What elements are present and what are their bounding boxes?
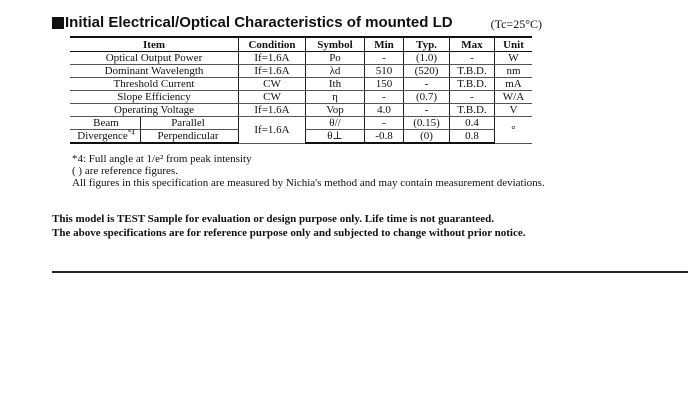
cell-symbol: η [306, 91, 365, 104]
cell-unit: mA [495, 78, 533, 91]
cell-symbol: θ// [306, 117, 365, 130]
cell-typ: - [404, 78, 450, 91]
cell-item: Slope Efficiency [70, 91, 239, 104]
perpendicular-label: Perpendicular [140, 130, 235, 142]
cell-max: T.B.D. [450, 65, 495, 78]
beam-item-cell [70, 130, 239, 144]
beam-unit: ° [495, 117, 533, 144]
cell-condition: If=1.6A [239, 65, 306, 78]
note-mark: *4 [127, 128, 135, 137]
cell-max: 0.4 [450, 117, 495, 130]
note-full-angle: *4: Full angle at 1/e² from peak intensity [72, 153, 252, 165]
cell-symbol: Po [306, 52, 365, 65]
table-row [70, 52, 532, 65]
characteristics-table [70, 36, 532, 144]
header-item: Item [70, 37, 239, 52]
cell-symbol: Ith [306, 78, 365, 91]
header-row [70, 37, 532, 52]
section-title [52, 14, 542, 36]
header-condition: Condition [239, 37, 306, 52]
beam-item-cell [70, 117, 239, 130]
notes [72, 153, 545, 189]
beam-label: Beam [93, 117, 119, 129]
cell-typ: (520) [404, 65, 450, 78]
disclaimer [52, 212, 525, 240]
cell-item: Dominant Wavelength [70, 65, 239, 78]
header-symbol: Symbol [306, 37, 365, 52]
cell-unit: W [495, 52, 533, 65]
cell-max: T.B.D. [450, 104, 495, 117]
cell-condition: CW [239, 78, 306, 91]
cell-min: - [365, 91, 404, 104]
table-row [70, 78, 532, 91]
table-row [70, 65, 532, 78]
cell-typ: (1.0) [404, 52, 450, 65]
cell-symbol: Vop [306, 104, 365, 117]
parallel-label: Parallel [140, 117, 235, 129]
disclaimer-test-sample: This model is TEST Sample for evaluation or design purpose only. Life time is not guaranteed. [52, 213, 494, 225]
cell-min: 510 [365, 65, 404, 78]
cell-unit: V [495, 104, 533, 117]
square-bullet-icon [52, 17, 64, 29]
cell-unit: W/A [495, 91, 533, 104]
header-min: Min [365, 37, 404, 52]
cell-item: Optical Output Power [70, 52, 239, 65]
cell-max: - [450, 91, 495, 104]
cell-typ: (0.15) [404, 117, 450, 130]
cell-symbol: λd [306, 65, 365, 78]
cell-max: - [450, 52, 495, 65]
cell-typ: (0.7) [404, 91, 450, 104]
table-row-beam-parallel [70, 117, 532, 130]
cell-unit: nm [495, 65, 533, 78]
cell-min: - [365, 117, 404, 130]
cell-symbol: θ⊥ [306, 130, 365, 144]
cell-condition: If=1.6A [239, 104, 306, 117]
header-typ: Typ. [404, 37, 450, 52]
table-row [70, 104, 532, 117]
title-text: Initial Electrical/Optical Characteristics of mounted LD [65, 14, 453, 31]
temperature-condition: (Tc=25°C) [490, 17, 542, 31]
cell-item: Threshold Current [70, 78, 239, 91]
disclaimer-reference: The above specifications are for reference purpose only and subjected to change without prior notice. [52, 227, 526, 239]
cell-condition: CW [239, 91, 306, 104]
cell-condition: If=1.6A [239, 52, 306, 65]
beam-condition: If=1.6A [239, 117, 306, 144]
header-max: Max [450, 37, 495, 52]
divergence-label-wrap [72, 130, 140, 142]
cell-item: Operating Voltage [70, 104, 239, 117]
header-unit: Unit [495, 37, 533, 52]
cell-min: 4.0 [365, 104, 404, 117]
divergence-label: Divergence [77, 130, 128, 142]
cell-typ: - [404, 104, 450, 117]
table-row [70, 91, 532, 104]
horizontal-divider [52, 271, 688, 273]
cell-typ: (0) [404, 130, 450, 144]
cell-min: 150 [365, 78, 404, 91]
cell-min: -0.8 [365, 130, 404, 144]
cell-min: - [365, 52, 404, 65]
cell-max: T.B.D. [450, 78, 495, 91]
note-reference-figures: ( ) are reference figures. [72, 165, 178, 177]
note-measurement: All figures in this specification are measured by Nichia's method and may contain measurement deviations. [72, 177, 545, 189]
cell-max: 0.8 [450, 130, 495, 144]
